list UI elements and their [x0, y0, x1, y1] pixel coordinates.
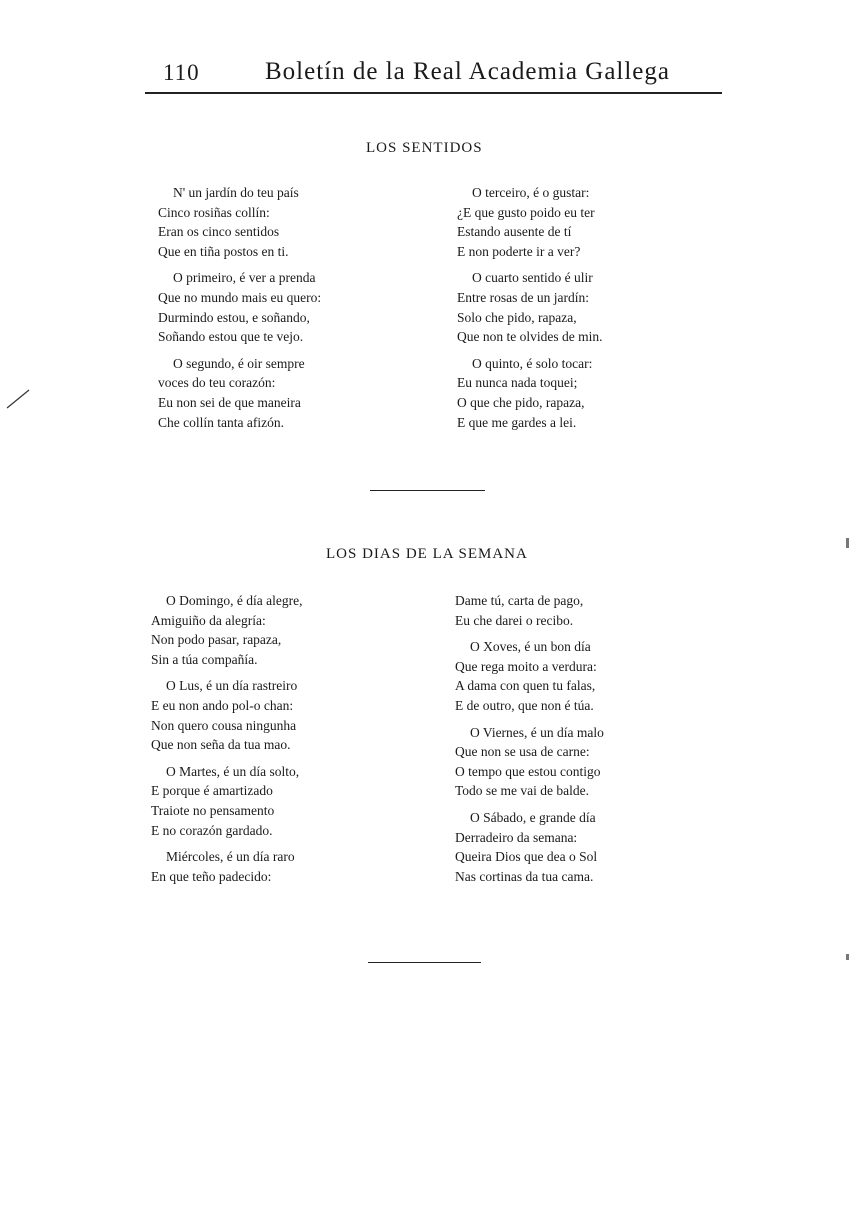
- verse-line: E non poderte ir a ver?: [457, 243, 581, 259]
- verse-line: O segundo, é oir sempre: [173, 355, 305, 371]
- scan-speck: [846, 538, 849, 548]
- verse-line: E no corazón gardado.: [151, 822, 273, 838]
- stanza: [455, 723, 604, 801]
- verse-line: Eu nunca nada toquei;: [457, 375, 578, 391]
- verse-line: O cuarto sentido é ulir: [472, 270, 593, 286]
- page-number: 110: [163, 60, 200, 85]
- stanza: [151, 847, 302, 886]
- verse-line: En que teño padecido:: [151, 868, 272, 884]
- verse-line: O tempo que estou contigo: [455, 763, 601, 779]
- poem-title-los-dias: LOS DIAS DE LA SEMANA: [326, 546, 528, 562]
- verse-line: Que non te olvides de min.: [457, 329, 603, 345]
- stanza: [455, 808, 604, 886]
- verse-line: Que non seña da tua mao.: [151, 737, 291, 753]
- verse-line: Amiguiño da alegría:: [151, 612, 266, 628]
- verse-line: O quinto, é solo tocar:: [472, 355, 593, 371]
- verse-line: Non quero cousa ningunha: [151, 717, 297, 733]
- section-divider: [370, 490, 485, 491]
- verse-line: E que me gardes a lei.: [457, 414, 577, 430]
- verse-line: Dame tú, carta de pago,: [455, 593, 584, 608]
- verse-line: O Viernes, é un día malo: [470, 724, 604, 740]
- verse-line: O que che pido, rapaza,: [457, 394, 585, 410]
- stanza: [158, 183, 321, 261]
- verse-line: ¿E que gusto poido eu ter: [457, 204, 595, 220]
- verse-line: Derradeiro da semana:: [455, 829, 578, 845]
- stanza: [457, 183, 602, 261]
- verse-line: Non podo pasar, rapaza,: [151, 632, 282, 648]
- verse-line: E porque é amartizado: [151, 783, 273, 799]
- verse-line: O Xoves, é un bon día: [470, 639, 591, 655]
- verse-line: Eu che darei o recibo.: [455, 612, 574, 628]
- verse-line: Que non se usa de carne:: [455, 744, 590, 760]
- poem1-left-column: [158, 183, 321, 439]
- verse-line: O Sábado, e grande día: [470, 809, 596, 825]
- verse-line: Eran os cinco sentidos: [158, 224, 280, 240]
- stanza: [151, 676, 302, 754]
- verse-line: O Martes, é un día solto,: [166, 763, 300, 779]
- verse-line: voces do teu corazón:: [158, 375, 276, 391]
- verse-line: Todo se me vai de balde.: [455, 783, 590, 799]
- poem2-right-column: [455, 591, 604, 893]
- verse-line: Traiote no pensamento: [151, 802, 275, 818]
- journal-title: Boletín de la Real Academia Gallega: [265, 58, 670, 85]
- verse-line: Cinco rosiñas collín:: [158, 204, 270, 220]
- verse-line: Que rega moito a verdura:: [455, 658, 597, 674]
- verse-line: Que no mundo mais eu quero:: [158, 289, 322, 305]
- verse-line: Estando ausente de tí: [457, 224, 572, 240]
- stanza: [455, 637, 604, 715]
- verse-line: Entre rosas de un jardín:: [457, 289, 589, 305]
- poem-title-los-sentidos: LOS SENTIDOS: [366, 140, 483, 156]
- verse-line: Durmindo estou, e soñando,: [158, 309, 310, 325]
- verse-line: Queira Dios que dea o Sol: [455, 849, 598, 865]
- stanza: [158, 268, 321, 346]
- poem1-right-column: [457, 183, 602, 439]
- verse-line: O primeiro, é ver a prenda: [173, 270, 316, 286]
- verse-line: E de outro, que non é túa.: [455, 697, 594, 713]
- stanza: [151, 591, 302, 669]
- verse-line: E eu non ando pol-o chan:: [151, 697, 294, 713]
- verse-line: Miércoles, é un día raro: [166, 849, 295, 865]
- page-header: [145, 58, 722, 94]
- stanza: [457, 354, 602, 432]
- poem2-left-column: [151, 591, 302, 893]
- scan-speck: [846, 954, 849, 960]
- end-divider: [368, 962, 481, 963]
- verse-line: O Lus, é un día rastreiro: [166, 678, 298, 694]
- verse-line: Que en tiña postos en ti.: [158, 243, 289, 259]
- verse-line: O terceiro, é o gustar:: [472, 185, 590, 200]
- stanza: [151, 762, 302, 840]
- stanza: [158, 354, 321, 432]
- verse-line: Che collín tanta afizón.: [158, 414, 284, 430]
- stanza: [457, 268, 602, 346]
- verse-line: Sin a túa compañía.: [151, 651, 258, 667]
- verse-line: O Domingo, é día alegre,: [166, 593, 303, 608]
- verse-line: Eu non sei de que maneira: [158, 394, 301, 410]
- stanza: [455, 591, 604, 630]
- verse-line: Soñando estou que te vejo.: [158, 329, 304, 345]
- verse-line: Nas cortinas da tua cama.: [455, 868, 594, 884]
- verse-line: Solo che pido, rapaza,: [457, 309, 577, 325]
- verse-line: A dama con quen tu falas,: [455, 678, 596, 694]
- verse-line: N' un jardín do teu país: [173, 185, 299, 200]
- scan-mark: [5, 388, 31, 410]
